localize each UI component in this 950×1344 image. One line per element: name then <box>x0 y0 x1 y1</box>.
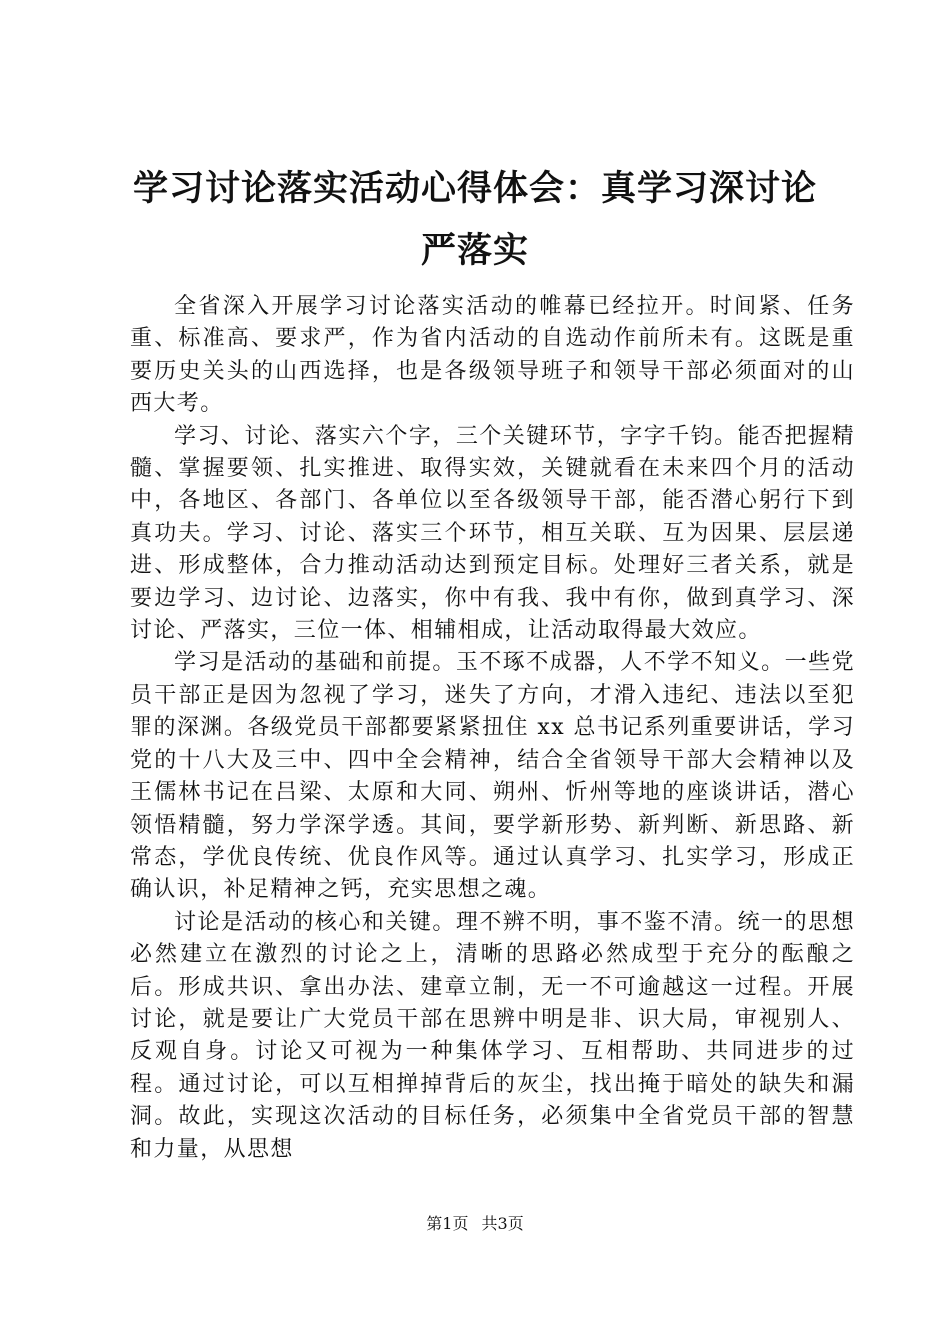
paragraph-1: 全省深入开展学习讨论落实活动的帷幕已经拉开。时间紧、任务重、标准高、要求严，作为省内活动的自选动作前所未有。这既是重要历史关头的山西选择，也是各级领导班子和领导干部必须面对的山西大考。 <box>130 294 855 417</box>
document-title: 学习讨论落实活动心得体会：真学习深讨论严落实 <box>132 168 817 271</box>
document-body <box>130 291 855 1166</box>
paragraph-2: 学习、讨论、落实六个字，三个关键环节，字字千钧。能否把握精髓、掌握要领、扎实推进、取得实效，关键就看在未来四个月的活动中，各地区、各部门、各单位以至各级领导干部，能否潜心躬行下到真功夫。学习、讨论、落实三个环节，相互关联、互为因果、层层递进、形成整体，合力推动活动达到预定目标。处理好三者关系，就是要边学习、边讨论、边落实，你中有我、我中有你，做到真学习、深讨论、严落实，三位一体、相辅相成，让活动取得最大效应。 <box>130 423 855 644</box>
paragraph-4: 讨论是活动的核心和关键。理不辨不明，事不鉴不清。统一的思想必然建立在激烈的讨论之上，清晰的思路必然成型于充分的酝酿之后。形成共识、拿出办法、建章立制，无一不可逾越这一过程。开展讨论，就是要让广大党员干部在思辨中明是非、识大局，审视别人、反观自身。讨论又可视为一种集体学习、互相帮助、共同进步的过程。通过讨论，可以互相掸掉背后的灰尘，找出掩于暗处的缺失和漏洞。故此，实现这次活动的目标任务，必须集中全省党员干部的智慧和力量，从思想 <box>130 909 855 1162</box>
page-number: 第1页 <box>426 1214 469 1233</box>
paragraph-3: 学习是活动的基础和前提。玉不琢不成器，人不学不知义。一些党员干部正是因为忽视了学习，迷失了方向，才滑入违纪、违法以至犯罪的深渊。各级党员干部都要紧紧扭住 xx 总书记系列重要讲话，学习党的十八大及三中、四中全会精神，结合全省领导干部大会精神以及王儒林书记在吕梁、太原和大同、朔州、忻州等地的座谈讲话，潜心领悟精髓，努力学深学透。其间，要学新形势、新判断、新思路、新常态，学优良传统、优良作风等。通过认真学习、扎实学习，形成正确认识，补足精神之钙，充实思想之魂。 <box>130 650 855 903</box>
page-total: 共3页 <box>481 1214 524 1233</box>
page-footer <box>0 1214 950 1234</box>
